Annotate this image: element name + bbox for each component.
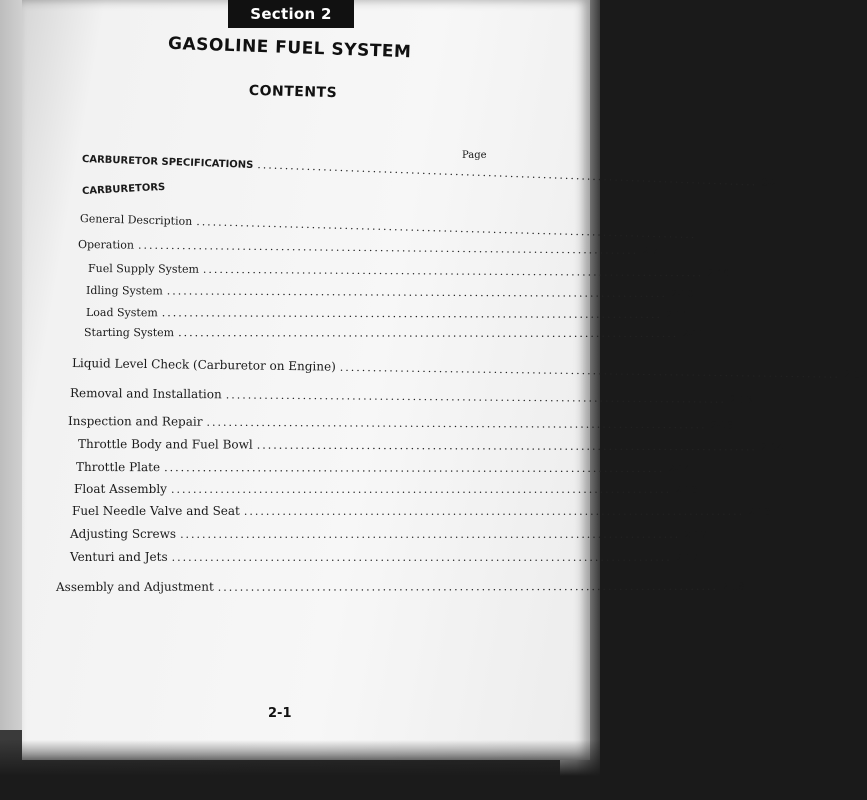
toc-entry-page: 2-16 <box>748 507 771 518</box>
toc-entry-float-assembly <box>74 482 698 496</box>
page-number: 2-1 <box>268 706 292 721</box>
toc-entry-page: 2-17 <box>684 530 707 541</box>
toc-entry-label: Fuel Supply System <box>87 262 199 276</box>
toc-entry-page: 2-11 <box>665 310 689 322</box>
leader-dots: ........................................................................................... <box>178 326 679 341</box>
toc-entry-page: 2-14 <box>760 442 784 454</box>
leader-dots: ........................................................................................... <box>170 483 672 496</box>
toc-entry-page: 2-17 <box>675 553 699 564</box>
toc-entry-page: 2-13 <box>729 394 753 406</box>
toc-entry-label: Operation <box>77 238 135 252</box>
page-column-label: Page <box>462 150 487 161</box>
toc-entry-throttle-plate <box>75 460 691 476</box>
leader-dots: ........................................................................................... <box>164 461 665 476</box>
toc-entry-page: 2-10 <box>670 289 694 301</box>
toc-entry-starting-system <box>83 326 705 341</box>
toc-entry-liquid-level-check <box>71 356 867 382</box>
toc-entry-label: Venturi and Jets <box>70 550 168 564</box>
toc-entry-page: 2-14 <box>668 464 691 476</box>
leader-dots: ........................................................................................... <box>257 158 758 189</box>
toc-entry-inspection-repair <box>67 414 734 432</box>
leader-dots: ........................................................................................... <box>217 579 718 594</box>
toc-entry-general-description <box>79 212 697 242</box>
toc-entry-page: 2-16 <box>675 485 698 496</box>
toc-entry-label: Load System <box>85 306 158 320</box>
toc-entry-label: Fuel Needle Valve and Seat <box>72 504 240 518</box>
toc-entry-label: Inspection and Repair <box>67 414 203 429</box>
bottom-shadow <box>0 740 600 800</box>
toc-entry-carburetor-specifications <box>81 152 778 190</box>
toc-entry-label: Liquid Level Check (Carburetor on Engine) <box>71 356 336 374</box>
leader-dots: ........................................................................................... <box>339 360 841 381</box>
toc-entry-label: General Description <box>79 212 193 228</box>
toc-entry-fuel-needle-valve <box>72 504 771 518</box>
leader-dots: ........................................................................................... <box>225 388 726 406</box>
toc-entry-page: 2-7 <box>642 245 659 258</box>
toc-heading-carburetors: CARBURETORS <box>81 181 166 198</box>
leader-dots: ........................................................................................... <box>137 238 639 257</box>
toc-entry-load-system <box>85 306 689 322</box>
leader-dots: ........................................................................................... <box>166 284 668 301</box>
toc-entry-page: 2-13 <box>710 420 734 432</box>
toc-entry-assembly-adjustment <box>55 579 745 594</box>
toc-entry-label: Removal and Installation <box>69 386 222 402</box>
toc-entry-label: Adjusting Screws <box>70 527 177 541</box>
toc-entry-label: Throttle Body and Fuel Bowl <box>77 437 253 452</box>
leader-dots: ........................................................................................... <box>202 262 704 280</box>
toc-entry-label: Idling System <box>85 284 163 298</box>
toc-entry-label: CARBURETOR SPECIFICATIONS <box>81 154 254 171</box>
contents-heading: CONTENTS <box>248 82 338 102</box>
toc-entry-page: 2-18 <box>721 581 745 593</box>
toc-entry-page: 2-10 <box>707 268 730 280</box>
leader-dots: ........................................................................................... <box>161 306 663 322</box>
toc-entry-page: 2-11 <box>682 329 705 341</box>
toc-entry-page: 2-12 <box>843 369 867 382</box>
toc-entry-label: Float Assembly <box>74 482 167 496</box>
toc-entry-page: 2-2 <box>761 177 778 190</box>
toc-entry-venturi-jets <box>70 550 699 564</box>
leader-dots: ........................................................................................... <box>196 215 697 242</box>
page-title: GASOLINE FUEL SYSTEM <box>167 33 412 63</box>
toc-entry-fuel-supply-system <box>87 262 730 280</box>
toc-entry-idling-system <box>85 284 694 301</box>
toc-entry-throttle-body <box>77 437 784 454</box>
toc-entry-adjusting-screws <box>70 527 707 541</box>
toc-entry-label: Assembly and Adjustment <box>55 579 214 594</box>
toc-entry-label: Throttle Plate <box>75 460 161 475</box>
section-tab: Section 2 <box>228 0 354 28</box>
leader-dots: ........................................................................................... <box>180 528 681 541</box>
toc-entry-operation <box>77 238 659 258</box>
toc-entry-label: Starting System <box>83 326 175 340</box>
leader-dots: ........................................................................................... <box>243 505 745 518</box>
leader-dots: ........................................................................................... <box>256 438 757 454</box>
toc-entry-removal-installation <box>69 386 753 406</box>
leader-dots: ........................................................................................... <box>171 551 672 564</box>
leader-dots: ........................................................................................... <box>206 415 707 432</box>
